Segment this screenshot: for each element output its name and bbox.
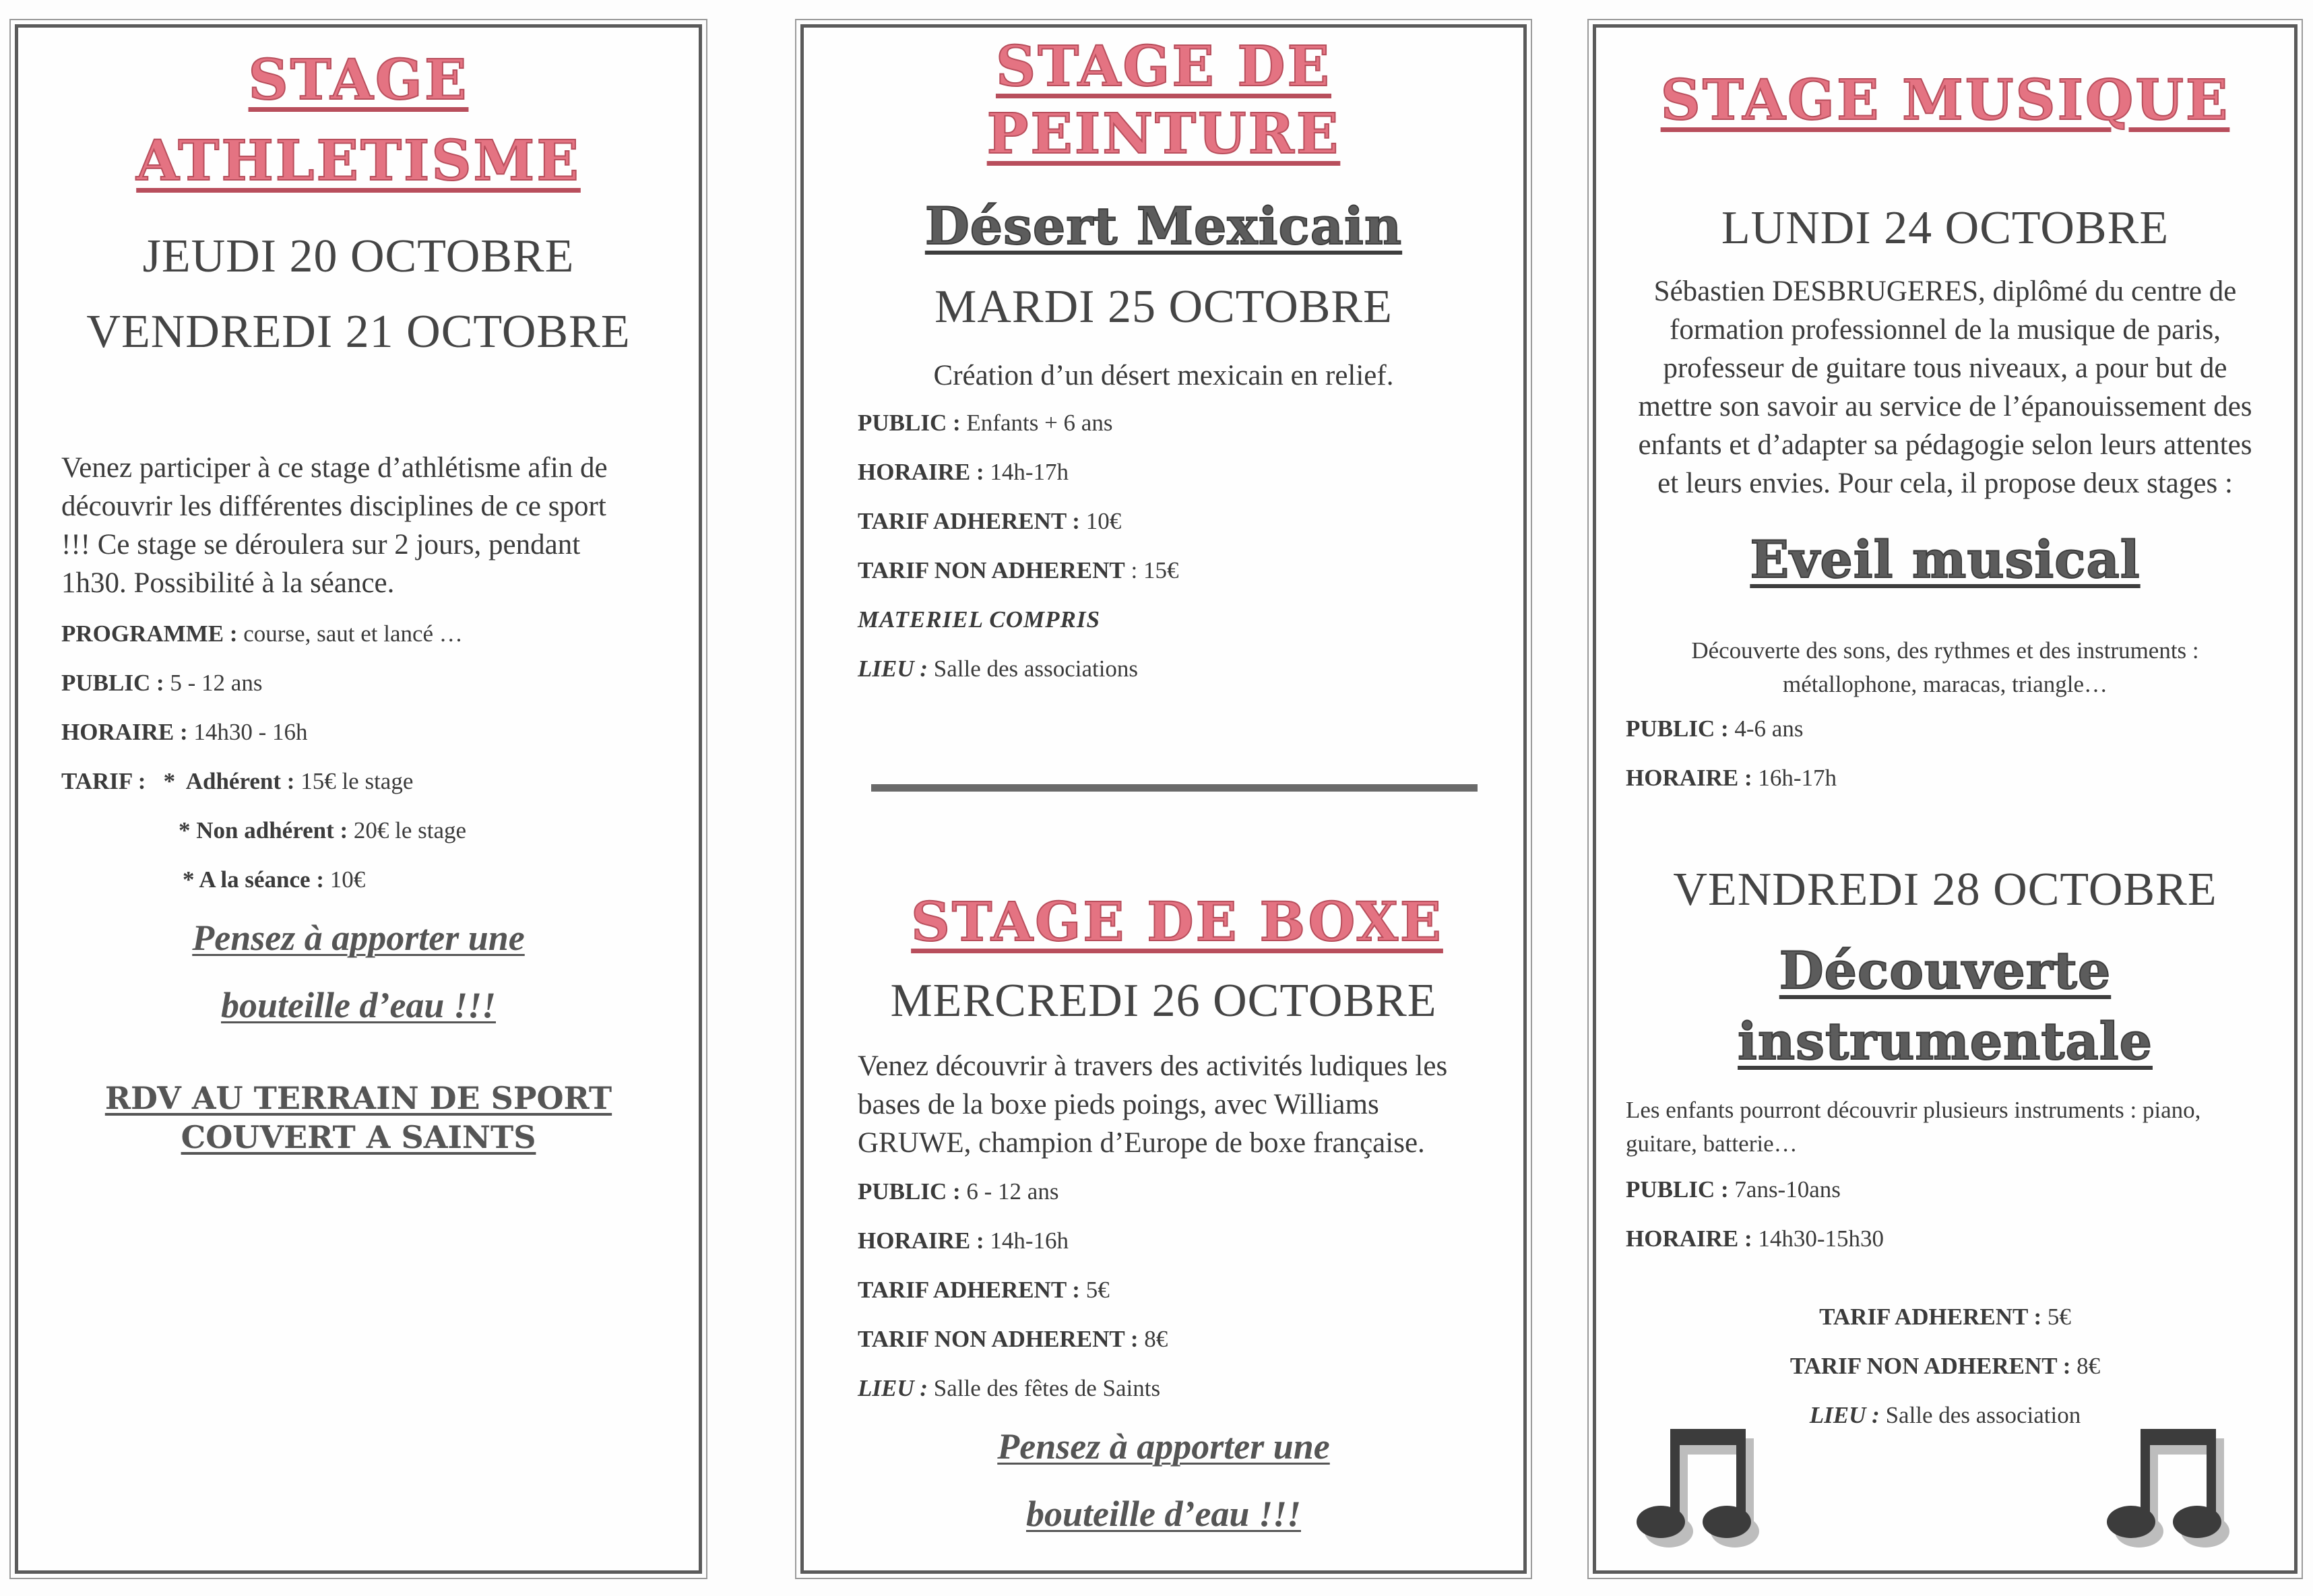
boxe-bottle-line2: bouteille d’eau !!! [1025,1494,1301,1534]
athletisme-tarif [61,768,413,795]
peinture-tarif-adherent [858,508,1121,535]
eveil-desc-line: métallophone, maracas, triangle… [1782,671,2108,697]
peinture-public [858,410,1112,437]
eveil-musical-description [1596,634,2294,701]
boxe-desc-line: GRUWE, champion d’Europe de boxe française. [858,1127,1425,1159]
tarif-non-adherent-label: TARIF NON ADHERENT [858,557,1125,583]
boxe-desc-line: bases de la boxe pieds poings, avec Williams [858,1089,1379,1120]
tarif-value: 15€ le stage [294,768,414,794]
non-adherent-value: 20€ le stage [348,817,467,843]
lieu-label: LIEU : [858,1375,928,1401]
musique-desc-line: professeur de guitare tous niveaux, a pour but de [1663,352,2227,384]
tarif-adherent-label: TARIF ADHERENT : [858,1277,1080,1303]
public-value: 7ans-10ans [1728,1176,1841,1203]
boxe-lieu [858,1375,1160,1402]
horaire-value: 14h-16h [984,1227,1069,1254]
public-label: PUBLIC : [1626,715,1729,742]
boxe-title: STAGE DE BOXE [911,890,1443,953]
eveil-musical-title: Eveil musical [1750,530,2141,589]
peinture-subtitle: Désert Mexicain [924,196,1403,256]
peinture-tarif-non-adherent [858,557,1178,584]
athletisme-date-1: JEUDI 20 OCTOBRE [142,230,575,282]
horaire-label: HORAIRE : [1626,1225,1752,1252]
public-value: 6 - 12 ans [960,1178,1059,1205]
horaire-value: 16h-17h [1752,765,1837,791]
athletisme-desc-line: découvrir les différentes disciplines de ce sport [61,490,606,522]
athletisme-programme [61,620,463,647]
peinture-lieu [858,656,1138,682]
athletisme-bottle-line1: Pensez à apporter une [192,918,525,958]
athletisme-title-line2: ATHLETISME [136,129,581,193]
athletisme-public [61,670,262,697]
athletisme-desc-line: !!! Ce stage se déroulera sur 2 jours, pendant [61,529,581,561]
musique-desc-line: Sébastien DESBRUGERES, diplômé du centre de [1653,276,2237,307]
boxe-public [858,1178,1058,1205]
lieu-label: LIEU : [1809,1402,1880,1428]
lieu-value: Salle des associations [928,656,1139,682]
horaire-label: HORAIRE : [61,719,188,745]
public-label: PUBLIC : [1626,1176,1729,1203]
boxe-tarif-non-adherent [858,1326,1168,1353]
boxe-bottle-line1: Pensez à apporter une [997,1426,1330,1467]
horaire-value: 14h-17h [984,459,1069,485]
seance-label: * A la séance : [183,866,324,893]
tarif-adherent-value: 10€ [1079,508,1122,534]
tarif-non-adherent-value: 8€ [2070,1353,2101,1379]
athletisme-date-2: VENDREDI 21 OCTOBRE [86,306,631,358]
section-divider [871,784,1478,792]
decouverte-title-line1: Découverte [1779,940,2112,1000]
tarif-non-adherent-value: 8€ [1138,1326,1168,1352]
athletisme-seance [183,866,365,893]
tarif-non-adherent-value: : 15€ [1124,557,1179,583]
panel-athletisme [15,24,702,1574]
horaire-value: 14h30-15h30 [1752,1225,1884,1252]
panel-peinture-boxe [800,24,1527,1574]
peinture-title-line2: PEINTURE [986,102,1341,166]
horaire-label: HORAIRE : [858,459,984,485]
athletisme-rdv-line1: RDV AU TERRAIN DE SPORT [104,1080,612,1116]
peinture-title-line1: STAGE DE [995,34,1332,99]
musique-date-1: LUNDI 24 OCTOBRE [1721,202,2169,254]
lieu-label: LIEU : [858,656,928,682]
tarif-adherent-label: TARIF ADHERENT : [858,508,1080,534]
music-note-icon [2105,1422,2254,1550]
tarif-adherent-value: 5€ [1079,1277,1110,1303]
music-note-icon [1635,1422,1783,1550]
seance-value: 10€ [323,866,366,893]
peinture-description: Création d’un désert mexicain en relief. [933,360,1394,391]
eveil-horaire [1626,765,1837,792]
decouverte-desc-line: Les enfants pourront découvrir plusieurs instruments : piano, [1626,1097,2201,1123]
athletisme-non-adherent [179,817,466,844]
athletisme-description [61,449,695,602]
eveil-desc-line: Découverte des sons, des rythmes et des instruments : [1691,637,2199,664]
tarif-label: TARIF : * Adhérent : [61,768,295,794]
public-label: PUBLIC : [61,670,164,696]
boxe-desc-line: Venez découvrir à travers des activités ludiques les [858,1050,1448,1082]
musique-description [1596,272,2294,503]
decouverte-title-line2: instrumentale [1738,1011,2153,1071]
lieu-value: Salle des association [1879,1402,2081,1428]
musique-desc-line: formation professionnel de la musique de paris, [1670,314,2221,346]
public-value: Enfants + 6 ans [960,410,1113,436]
musique-date-2: VENDREDI 28 OCTOBRE [1673,864,2217,916]
decouverte-description [1626,1093,2286,1161]
athletisme-horaire [61,719,308,746]
tarif-adherent-label: TARIF ADHERENT : [1819,1304,2042,1330]
non-adherent-label: * Non adhérent : [179,817,348,843]
horaire-value: 14h30 - 16h [187,719,308,745]
decouverte-horaire [1626,1225,1884,1252]
athletisme-desc-line: 1h30. Possibilité à la séance. [61,567,395,599]
tarif-non-adherent-label: TARIF NON ADHERENT : [858,1326,1139,1352]
musique-desc-line: mettre son savoir au service de l’épanouissement des [1638,391,2252,422]
athletisme-rdv-line2: COUVERT A SAINTS [181,1119,536,1155]
programme-value: course, saut et lancé … [237,620,463,647]
tarif-adherent-value: 5€ [2041,1304,2071,1330]
eveil-public [1626,715,1803,742]
decouverte-desc-line: guitare, batterie… [1626,1130,1798,1157]
horaire-label: HORAIRE : [858,1227,984,1254]
athletisme-bottle-line2: bouteille d’eau !!! [220,985,496,1025]
boxe-date: MERCREDI 26 OCTOBRE [890,975,1437,1027]
peinture-date: MARDI 25 OCTOBRE [934,281,1393,333]
athletisme-desc-line: Venez participer à ce stage d’athlétisme afin de [61,452,608,484]
lieu-value: Salle des fêtes de Saints [928,1375,1161,1401]
athletisme-title-line1: STAGE [248,48,469,113]
boxe-horaire [858,1227,1069,1254]
musique-tarif-adherent [1596,1304,2294,1331]
musique-title: STAGE MUSIQUE [1660,68,2230,133]
boxe-tarif-adherent [858,1277,1110,1304]
panel-musique [1593,24,2298,1574]
programme-label: PROGRAMME : [61,620,238,647]
musique-tarif-non-adherent [1596,1353,2294,1380]
public-value: 5 - 12 ans [164,670,263,696]
peinture-horaire [858,459,1069,486]
public-value: 4-6 ans [1728,715,1804,742]
musique-desc-line: enfants et d’adapter sa pédagogie selon leurs attentes [1638,429,2252,461]
boxe-description [858,1047,1518,1162]
decouverte-public [1626,1176,1841,1203]
public-label: PUBLIC : [858,1178,961,1205]
tarif-non-adherent-label: TARIF NON ADHERENT : [1789,1353,2071,1379]
musique-desc-line: et leurs envies. Pour cela, il propose deux stages : [1657,468,2233,499]
public-label: PUBLIC : [858,410,961,436]
peinture-materiel: MATERIEL COMPRIS [858,606,1100,633]
horaire-label: HORAIRE : [1626,765,1752,791]
